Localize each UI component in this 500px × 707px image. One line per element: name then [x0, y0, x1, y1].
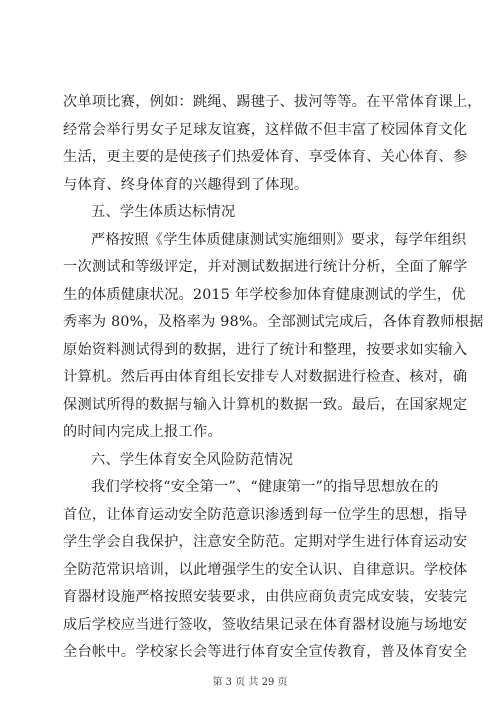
paragraph-line: 全台帐中。学校家长会等进行体育安全宣传教育，普及体育安全	[63, 644, 468, 660]
page-number-footer: 第 3 页 共 29 页	[212, 677, 288, 688]
paragraph-line: 生活，更主要的是使孩子们热爱体育、享受体育、关心体育、参	[63, 149, 468, 165]
paragraph-line: 成后学校应当进行签收，签收结果记录在体育器材设施与场地安	[63, 616, 468, 633]
paragraph-line: 首位，让体育运动安全防范意识渗透到每一位学生的思想，指导	[63, 506, 468, 523]
paragraph-line: 秀率为 80%，及格率为 98%。全部测试完成后，各体育教师根据	[63, 314, 484, 330]
paragraph-line: 与体育、终身体育的兴趣得到了体现。	[63, 176, 309, 193]
paragraph-line: 育器材设施严格按照安装要求，由供应商负责完成安装，安装完	[63, 589, 468, 605]
section-heading: 五、学生体质达标情况	[91, 204, 236, 220]
paragraph-line: 次单项比赛，例如：跳绳、踢毽子、拔河等等。在平常体育课上，	[63, 94, 482, 110]
paragraph-line: 生的体质健康状况。2015 年学校参加体育健康测试的学生，优	[63, 286, 466, 303]
paragraph-line: 严格按照《学生体质健康测试实施细则》要求，每学年组织	[91, 231, 467, 248]
paragraph-line: 原始资料测试得到的数据，进行了统计和整理，按要求如实输入	[63, 341, 468, 358]
paragraph-line: 经常会举行男女子足球友谊赛，这样做不但丰富了校园体育文化	[63, 121, 468, 138]
section-heading: 六、学生体育安全风险防范情况	[91, 451, 294, 468]
paragraph-line: 保测试所得的数据与输入计算机的数据一致。最后，在国家规定	[63, 396, 468, 413]
paragraph-line: 全防范常识培训，以此增强学生的安全认识、自律意识。学校体	[63, 561, 468, 578]
paragraph-line: 一次测试和等级评定，并对测试数据进行统计分析，全面了解学	[63, 259, 468, 275]
paragraph-line: 的时间内完成上报工作。	[63, 424, 222, 440]
paragraph-line: 计算机。然后再由体育组长安排专人对数据进行检查、核对，确	[63, 369, 468, 385]
paragraph-line: 我们学校将“安全第一”、“健康第一”的指导思想放在的	[91, 479, 439, 495]
paragraph-line: 学生学会自我保护，注意安全防范。定期对学生进行体育运动安	[63, 534, 468, 550]
